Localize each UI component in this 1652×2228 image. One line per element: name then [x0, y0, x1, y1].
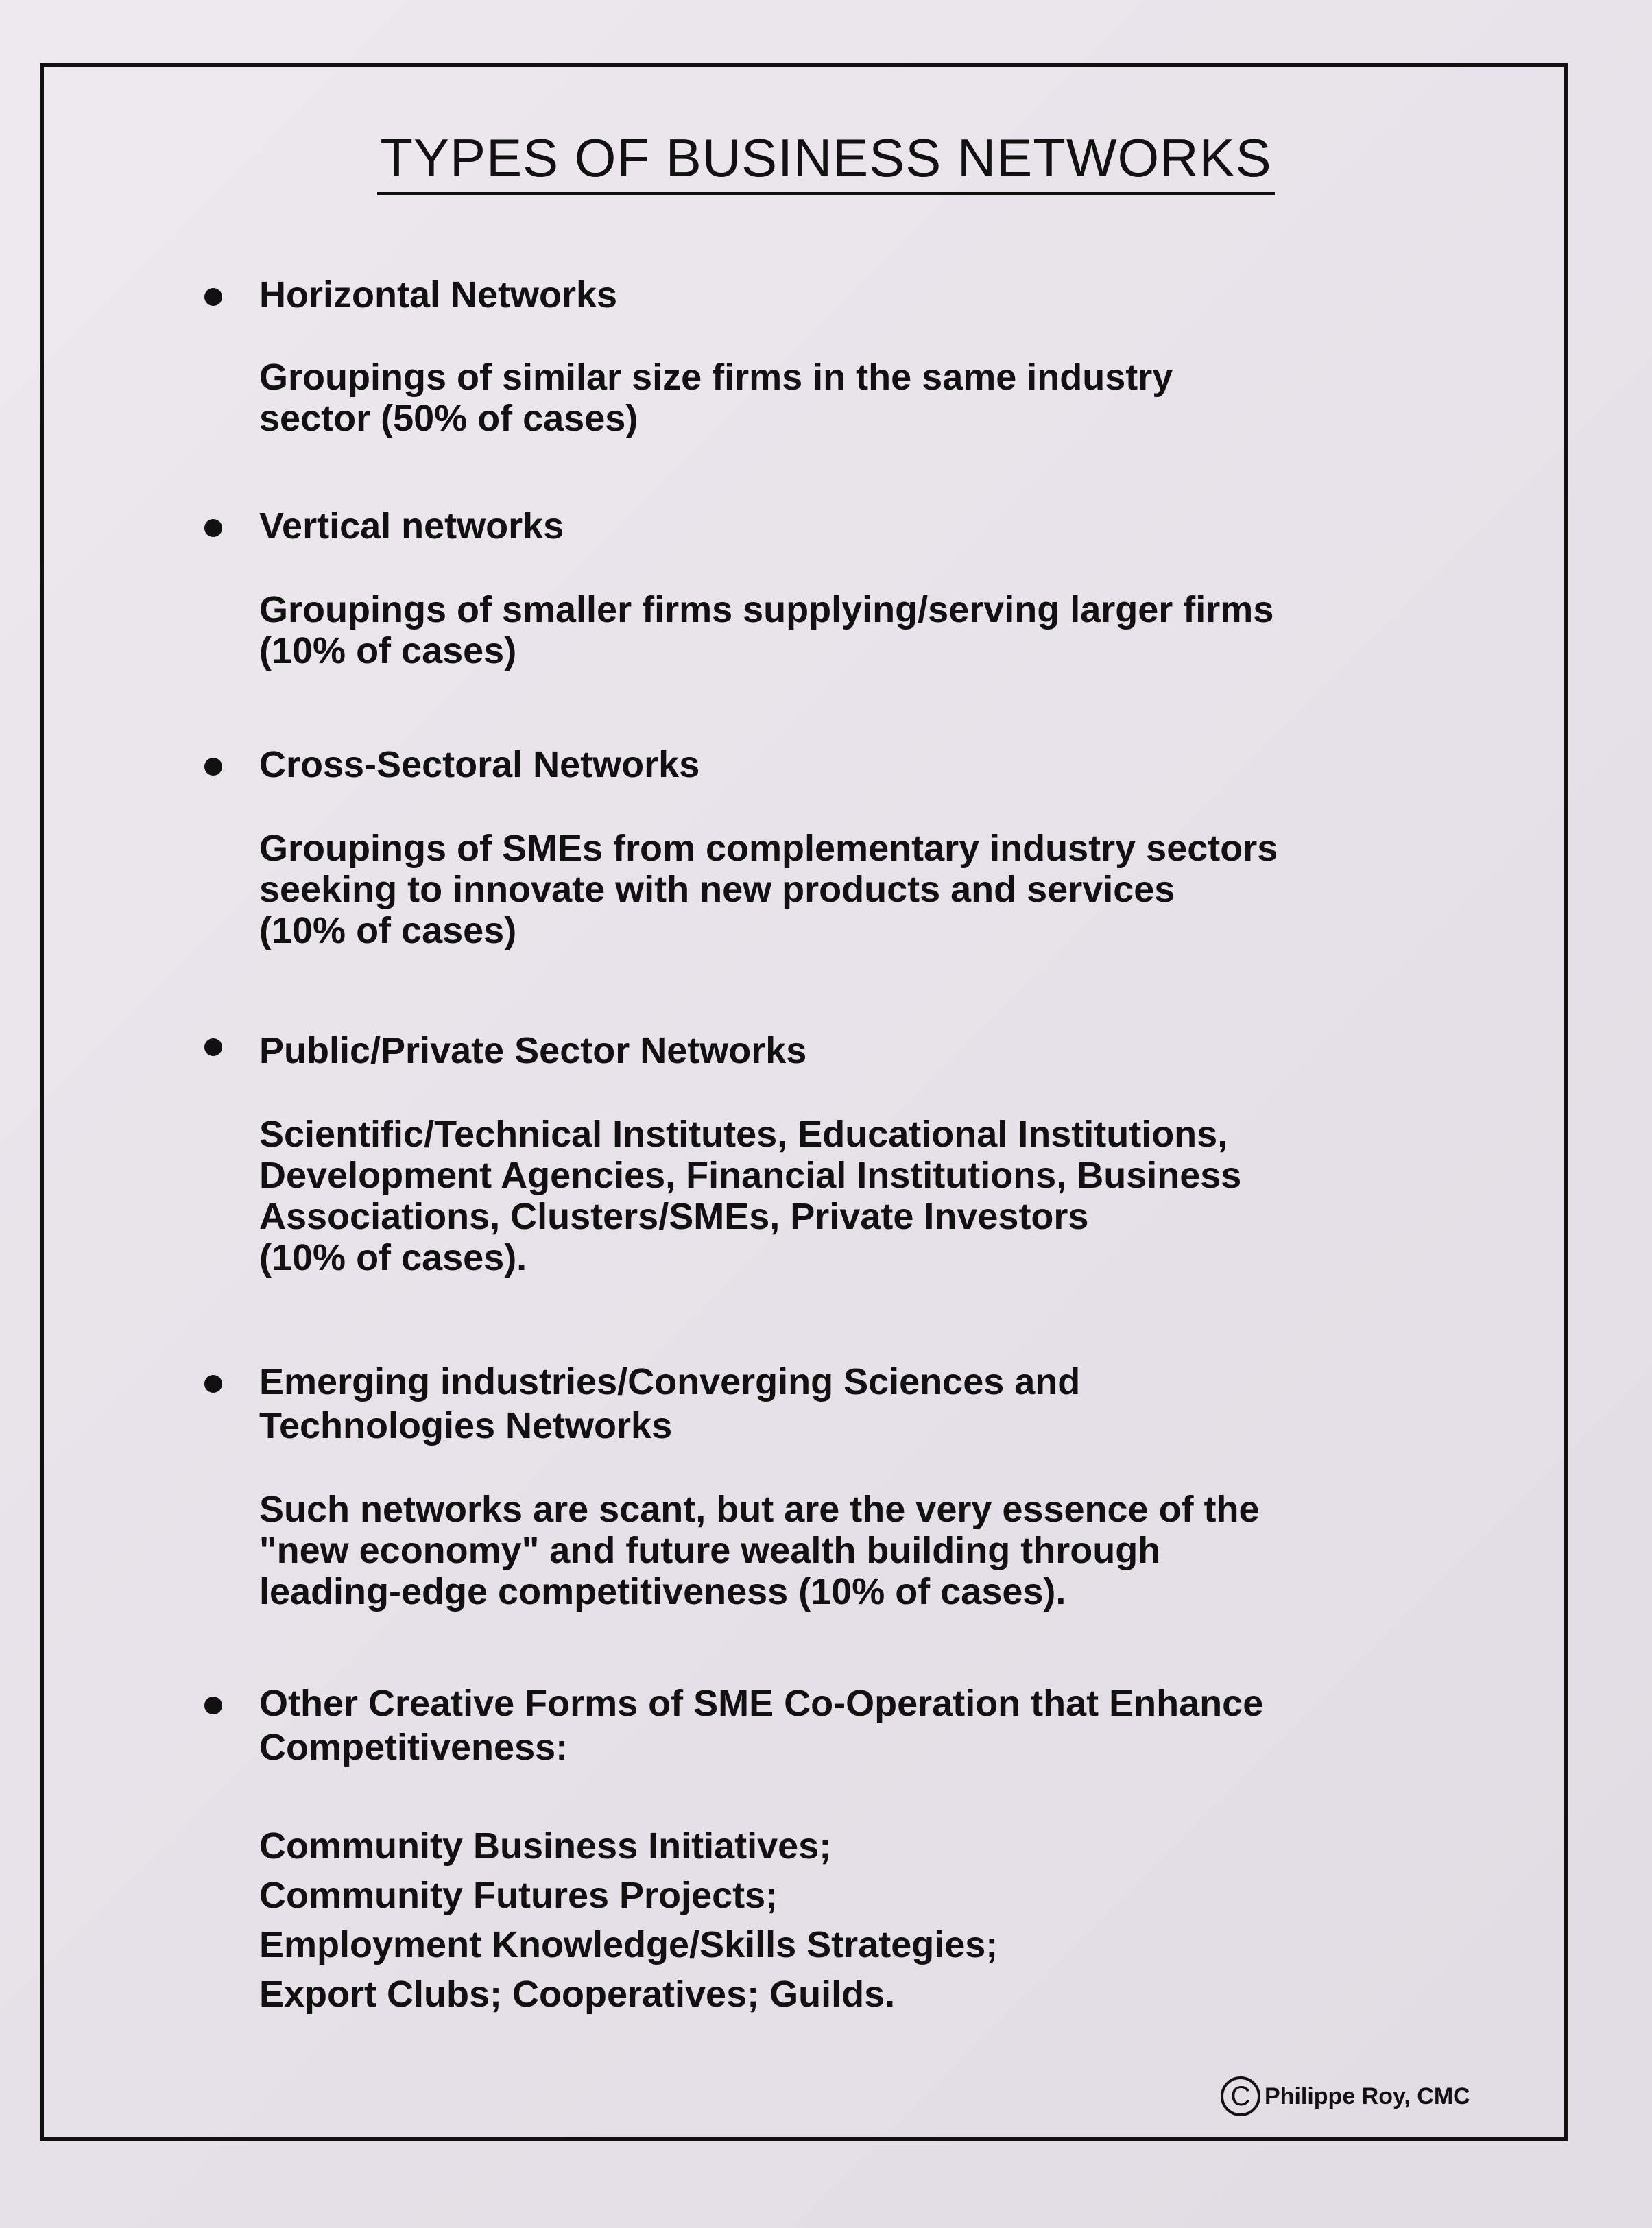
- section-description: Scientific/Technical Institutes, Educational Institutions, Development Agencies, Financial Institutions, Business Associations, Clusters/SMEs, Private Investors (10% of cases).: [259, 1114, 1242, 1278]
- section-description: Such networks are scant, but are the very essence of the "new economy" and future wealth building through leading-edge competitiveness (10% of cases).: [259, 1489, 1260, 1612]
- copyright-notice: [1221, 2076, 1470, 2116]
- section-heading: Other Creative Forms of SME Co-Operation that Enhance Competitiveness:: [259, 1683, 1264, 1768]
- network-type-emerging-industries: [259, 1360, 1548, 1612]
- page-title-text: TYPES OF BUSINESS NETWORKS: [377, 129, 1274, 195]
- copyright-text: Philippe Roy, CMC: [1265, 2083, 1470, 2109]
- section-description: Groupings of smaller firms supplying/serving larger firms (10% of cases): [259, 589, 1274, 671]
- list-item: Community Futures Projects;: [259, 1875, 778, 1916]
- bullet-icon: [204, 288, 222, 306]
- list-item: Export Clubs; Cooperatives; Guilds.: [259, 1974, 896, 2015]
- section-heading: Vertical networks: [259, 505, 564, 547]
- network-type-vertical: [259, 504, 1548, 671]
- list-item: Employment Knowledge/Skills Strategies;: [259, 1924, 998, 1965]
- bullet-icon: [204, 758, 222, 776]
- page-title: [0, 129, 1652, 195]
- section-heading: Public/Private Sector Networks: [259, 1030, 807, 1071]
- network-type-other-creative-forms: [259, 1681, 1548, 2019]
- network-type-horizontal: [259, 273, 1548, 439]
- bullet-icon: [204, 1038, 222, 1056]
- section-description: Groupings of similar size firms in the same industry sector (50% of cases): [259, 357, 1173, 439]
- section-heading: Cross-Sectoral Networks: [259, 744, 700, 785]
- bullet-icon: [204, 519, 222, 537]
- section-heading: Emerging industries/Converging Sciences and Technologies Networks: [259, 1361, 1081, 1446]
- section-heading: Horizontal Networks: [259, 274, 618, 315]
- list-item: Community Business Initiatives;: [259, 1825, 832, 1867]
- bullet-icon: [204, 1375, 222, 1393]
- bullet-icon: [204, 1697, 222, 1714]
- copyright-icon: C: [1221, 2076, 1260, 2116]
- section-description: Groupings of SMEs from complementary industry sectors seeking to innovate with new products and services (10% of cases): [259, 828, 1278, 951]
- network-type-cross-sectoral: [259, 743, 1548, 951]
- network-type-public-private: [259, 1029, 1548, 1278]
- creative-forms-list: [259, 1821, 1548, 2019]
